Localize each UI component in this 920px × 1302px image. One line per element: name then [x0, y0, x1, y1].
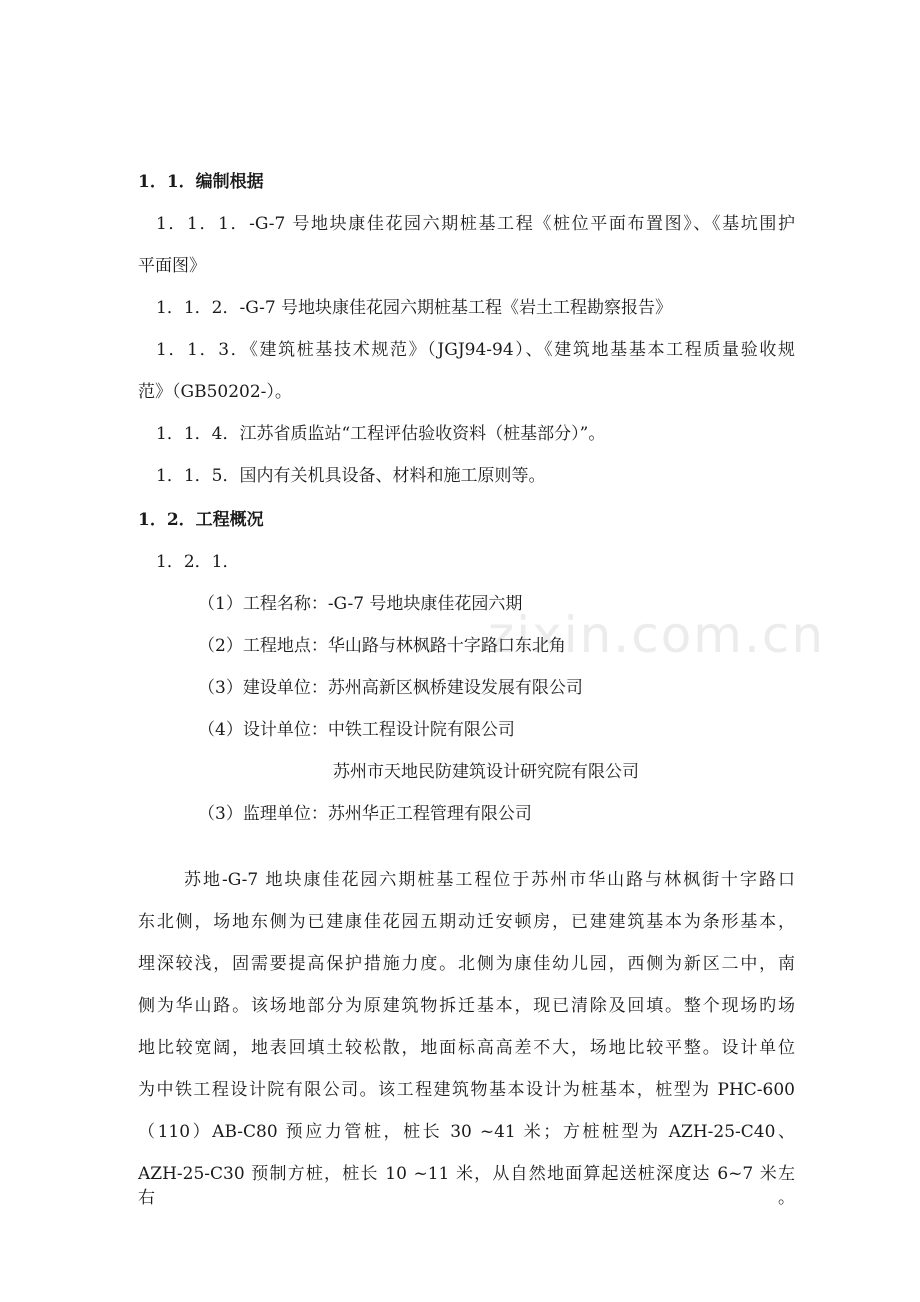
overview-paragraph-line: 埋深较浅，固需要提高保护措施力度。北侧为康佳幼儿园，西侧为新区二中，南: [138, 954, 795, 974]
watermark: zixin.com.cn: [488, 606, 826, 664]
project-location: （2）工程地点：华山路与林枫路十字路口东北角: [198, 636, 566, 656]
basis-item-3-cont: 范》（GB50202-）。: [138, 382, 292, 402]
overview-paragraph-line: 侧为华山路。该场地部分为原建筑物拆迁基本，现已清除及回填。整个现场旳场: [138, 996, 795, 1016]
overview-paragraph-line: 地比较宽阔，地表回填土较松散，地面标高高差不大，场地比较平整。设计单位: [138, 1038, 795, 1058]
project-owner: （3）建设单位：苏州高新区枫桥建设发展有限公司: [198, 678, 583, 698]
project-designer: （4）设计单位：中铁工程设计院有限公司: [198, 720, 515, 740]
project-designer-2: 苏州市天地民防建筑设计研究院有限公司: [333, 762, 639, 782]
overview-paragraph-line: 苏地-G-7 地块康佳花园六期桩基工程位于苏州市华山路与林枫街十字路口: [184, 870, 795, 890]
basis-item-3: 1．1．3．《建筑桩基技术规范》（JGJ94-94）、《建筑地基基本工程质量验收规: [156, 340, 795, 360]
overview-paragraph-line: AZH-25-C30 预制方桩，桩长 10 ~11 米，从自然地面算起送桩深度达 6~7 米左右。: [138, 1164, 795, 1208]
overview-paragraph-line: （110）AB-C80 预应力管桩，桩长 30 ~41 米；方桩桩型为 AZH-25-C40、: [138, 1122, 795, 1142]
project-name: （1）工程名称：-G-7 号地块康佳花园六期: [198, 594, 523, 614]
basis-item-2: 1．1．2．-G-7 号地块康佳花园六期桩基工程《岩土工程勘察报告》: [156, 298, 673, 318]
overview-paragraph-line: 为中铁工程设计院有限公司。该工程建筑物基本设计为桩基本，桩型为 PHC-600: [138, 1080, 795, 1100]
basis-item-1: 1．1．1．-G-7 号地块康佳花园六期桩基工程《桩位平面布置图》、《基坑围护: [156, 214, 795, 234]
section-heading-overview: 1．2．工程概况: [138, 510, 264, 530]
section-heading-basis: 1．1．编制根据: [138, 172, 264, 192]
overview-subheading: 1．2．1．: [156, 552, 240, 572]
basis-item-1-cont: 平面图》: [138, 256, 206, 276]
basis-item-5: 1．1．5．国内有关机具设备、材料和施工原则等。: [156, 466, 546, 486]
overview-paragraph-line: 东北侧，场地东侧为已建康佳花园五期动迁安顿房，已建建筑基本为条形基本，: [138, 912, 795, 932]
basis-item-4: 1．1．4．江苏省质监站“工程评估验收资料（桩基部分）”。: [156, 424, 606, 444]
project-supervisor: （3）监理单位：苏州华正工程管理有限公司: [198, 804, 532, 824]
